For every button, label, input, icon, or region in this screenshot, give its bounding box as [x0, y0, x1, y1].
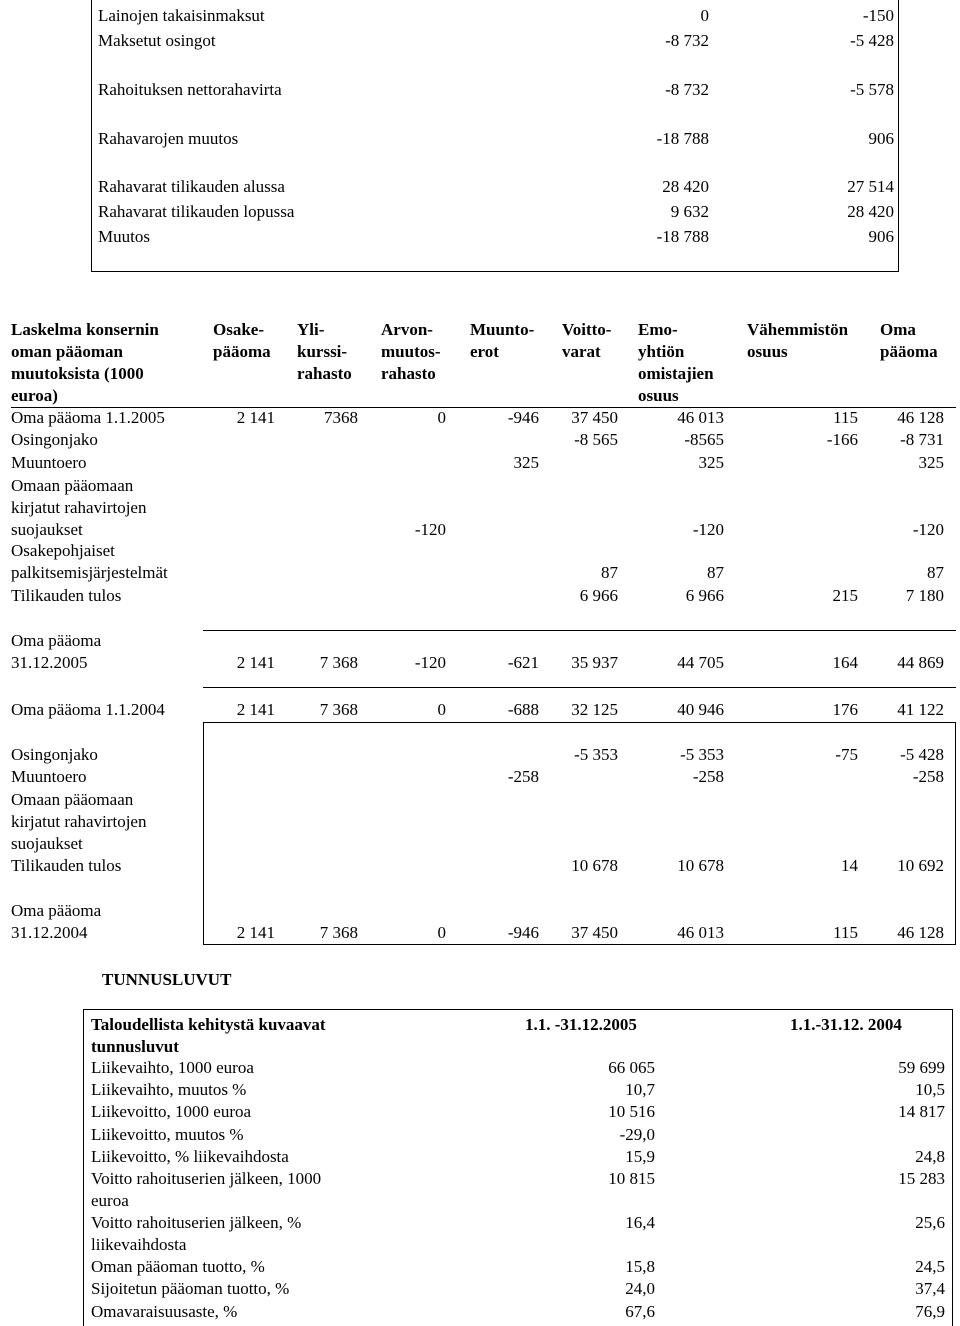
equity-value: -120 [414, 653, 446, 672]
equity-column-header: pääoma [213, 342, 271, 361]
key-figures-value-2005: 10 516 [608, 1102, 655, 1121]
key-figures-value-2005: 15,8 [625, 1257, 655, 1276]
equity-value: -5 353 [680, 745, 724, 764]
equity-value: 2 141 [236, 700, 275, 719]
tunnusluvut-title: TUNNUSLUVUT [102, 970, 232, 989]
equity-value: 32 125 [571, 700, 618, 719]
equity-value: 0 [437, 700, 446, 719]
cashflow-value-2005: -18 788 [656, 129, 709, 148]
key-figures-value-2004: 37,4 [915, 1279, 945, 1298]
key-figures-value-2004: 10,5 [915, 1080, 945, 1099]
key-figures-row-label: euroa [91, 1191, 129, 1210]
equity-value: 46 013 [677, 923, 724, 942]
cashflow-value-2004: -5 578 [850, 80, 894, 99]
equity-value: -946 [507, 923, 539, 942]
equity-value: 10 678 [571, 856, 618, 875]
cashflow-row-label: Rahavarojen muutos [98, 129, 239, 148]
cashflow-value-2004: 28 420 [847, 202, 894, 221]
equity-column-header: Yli- [297, 320, 325, 339]
equity-row-label: suojaukset [11, 834, 83, 853]
cashflow-row-label: Rahavarat tilikauden lopussa [98, 202, 295, 221]
key-figures-value-2005: 66 065 [608, 1058, 655, 1077]
equity-value: -688 [507, 700, 539, 719]
key-figures-value-2004: 15 283 [898, 1169, 945, 1188]
equity-row-label: 31.12.2005 [11, 653, 88, 672]
equity-value: 2 141 [236, 408, 275, 427]
key-figures-value-2005: 16,4 [625, 1213, 655, 1232]
equity-value: 215 [832, 586, 858, 605]
equity-value: 7 368 [319, 700, 358, 719]
equity-value: 0 [437, 923, 446, 942]
key-figures-value-2005: 67,6 [625, 1302, 655, 1321]
equity-row-label: Tilikauden tulos [11, 586, 122, 605]
equity-rule-2004-total [203, 944, 956, 945]
equity-row-label: suojaukset [11, 520, 83, 539]
key-figures-row-label: Liikevaihto, muutos % [91, 1080, 247, 1099]
equity-row-label: Oma pääoma [11, 631, 102, 650]
equity-value: 40 946 [677, 700, 724, 719]
key-figures-header-label: Taloudellista kehitystä kuvaavat [91, 1015, 326, 1034]
equity-value: 44 869 [897, 653, 944, 672]
equity-value: 37 450 [571, 923, 618, 942]
equity-value: -8 565 [574, 430, 618, 449]
equity-value: 37 450 [571, 408, 618, 427]
cashflow-value-2005: 9 632 [670, 202, 709, 221]
equity-rule-2005-total [203, 687, 956, 688]
equity-column-header: Voitto- [562, 320, 612, 339]
cashflow-value-2004: -150 [862, 6, 894, 25]
equity-row-label: Muuntoero [11, 453, 87, 472]
equity-header-label: euroa) [11, 386, 58, 405]
equity-row-label: Omaan pääomaan [11, 790, 134, 809]
equity-row-label: 31.12.2004 [11, 923, 88, 942]
equity-column-header: Vähemmistön [747, 320, 849, 339]
key-figures-value-2005: 10,7 [625, 1080, 655, 1099]
cashflow-value-2004: -5 428 [850, 31, 894, 50]
key-figures-header-label: tunnusluvut [91, 1037, 179, 1056]
equity-header-rule [11, 407, 956, 408]
equity-value: -75 [835, 745, 858, 764]
key-figures-row-label: Liikevaihto, 1000 euroa [91, 1058, 254, 1077]
key-figures-value-2005: 15,9 [625, 1147, 655, 1166]
cashflow-value-2005: -18 788 [656, 227, 709, 246]
equity-row-label: palkitsemisjärjestelmät [11, 563, 168, 582]
key-figures-row-label: Liikevoitto, % liikevaihdosta [91, 1147, 289, 1166]
equity-value: -120 [912, 520, 944, 539]
equity-column-header: muutos- [381, 342, 441, 361]
equity-column-header: varat [562, 342, 601, 361]
key-figures-row-label: Omavaraisuusaste, % [91, 1302, 238, 1321]
cashflow-row-label: Rahoituksen nettorahavirta [98, 80, 282, 99]
equity-value: -5 428 [900, 745, 944, 764]
equity-value: -120 [692, 520, 724, 539]
equity-right-rule-2004 [955, 722, 956, 944]
equity-column-header: Osake- [213, 320, 264, 339]
key-figures-value-2004: 59 699 [898, 1058, 945, 1077]
equity-row-label: Oma pääoma [11, 901, 102, 920]
key-figures-header-2005: 1.1. -31.12.2005 [525, 1015, 637, 1034]
equity-value: 7 368 [319, 923, 358, 942]
equity-column-header: Oma [880, 320, 916, 339]
equity-row-label: Osingonjako [11, 430, 98, 449]
key-figures-value-2004: 76,9 [915, 1302, 945, 1321]
equity-header-label: muutoksista (1000 [11, 364, 144, 383]
equity-value: 35 937 [571, 653, 618, 672]
equity-value: -258 [692, 767, 724, 786]
equity-value: 7 368 [319, 653, 358, 672]
equity-value: 7368 [324, 408, 358, 427]
equity-value: 14 [841, 856, 858, 875]
key-figures-row-label: Voitto rahoituserien jälkeen, 1000 [91, 1169, 322, 1188]
cashflow-row-label: Lainojen takaisinmaksut [98, 6, 265, 25]
key-figures-header-2004: 1.1.-31.12. 2004 [790, 1015, 902, 1034]
key-figures-value-2005: -29,0 [619, 1125, 655, 1144]
key-figures-value-2005: 24,0 [625, 1279, 655, 1298]
cashflow-value-2005: -8 732 [665, 31, 709, 50]
equity-value: 10 678 [677, 856, 724, 875]
equity-column-header: kurssi- [297, 342, 348, 361]
equity-column-header: Emo- [638, 320, 678, 339]
equity-value: -8565 [684, 430, 724, 449]
equity-value: -621 [507, 653, 539, 672]
equity-row-label: Tilikauden tulos [11, 856, 122, 875]
cashflow-value-2005: -8 732 [665, 80, 709, 99]
equity-value: 325 [918, 453, 944, 472]
key-figures-row-label: liikevaihdosta [91, 1235, 187, 1254]
equity-value: -946 [507, 408, 539, 427]
key-figures-value-2004: 24,5 [915, 1257, 945, 1276]
equity-value: 41 122 [897, 700, 944, 719]
equity-column-header: Muunto- [470, 320, 535, 339]
equity-value: 44 705 [677, 653, 724, 672]
equity-value: 6 966 [579, 586, 618, 605]
key-figures-value-2004: 24,8 [915, 1147, 945, 1166]
equity-value: 6 966 [685, 586, 724, 605]
equity-column-header: yhtiön [638, 342, 685, 361]
equity-row-label: kirjatut rahavirtojen [11, 812, 147, 831]
cashflow-row-label: Rahavarat tilikauden alussa [98, 177, 285, 196]
equity-value: 2 141 [236, 923, 275, 942]
equity-value: -258 [912, 767, 944, 786]
equity-column-header: pääoma [880, 342, 938, 361]
key-figures-value-2004: 14 817 [898, 1102, 945, 1121]
equity-value: 176 [832, 700, 858, 719]
cashflow-value-2004: 27 514 [847, 177, 894, 196]
cashflow-value-2004: 906 [868, 227, 894, 246]
equity-column-header: osuus [747, 342, 788, 361]
equity-rule-2005-close [203, 630, 956, 631]
equity-value: 87 [927, 563, 944, 582]
equity-row-label: Osakepohjaiset [11, 541, 115, 560]
equity-value: 7 180 [905, 586, 944, 605]
cashflow-row-label: Maksetut osingot [98, 31, 216, 50]
key-figures-row-label: Liikevoitto, 1000 euroa [91, 1102, 252, 1121]
equity-value: 164 [832, 653, 858, 672]
equity-left-rule-2004 [203, 722, 204, 944]
cashflow-value-2005: 28 420 [662, 177, 709, 196]
equity-value: 115 [833, 923, 858, 942]
cashflow-value-2004: 906 [868, 129, 894, 148]
equity-column-header: Arvon- [381, 320, 433, 339]
equity-value: -258 [507, 767, 539, 786]
equity-value: 0 [437, 408, 446, 427]
key-figures-value-2004: 25,6 [915, 1213, 945, 1232]
equity-value: -5 353 [574, 745, 618, 764]
equity-column-header: erot [470, 342, 499, 361]
equity-row-label: Oma pääoma 1.1.2005 [11, 408, 165, 427]
equity-column-header: omistajien [638, 364, 714, 383]
equity-value: 46 128 [897, 408, 944, 427]
equity-value: 115 [833, 408, 858, 427]
equity-value: 87 [707, 563, 724, 582]
equity-header-label: Laskelma konsernin [11, 320, 159, 339]
key-figures-row-label: Oman pääoman tuotto, % [91, 1257, 265, 1276]
equity-value: -166 [826, 430, 858, 449]
equity-value: 46 013 [677, 408, 724, 427]
cashflow-value-2005: 0 [700, 6, 709, 25]
equity-row-label: Oma pääoma 1.1.2004 [11, 700, 165, 719]
equity-value: 325 [513, 453, 539, 472]
equity-value: 87 [601, 563, 618, 582]
equity-row-label: kirjatut rahavirtojen [11, 498, 147, 517]
equity-header-label: oman pääoman [11, 342, 123, 361]
equity-row-label: Muuntoero [11, 767, 87, 786]
equity-column-header: osuus [638, 386, 679, 405]
equity-rule-2004-open [203, 722, 956, 723]
key-figures-value-2005: 10 815 [608, 1169, 655, 1188]
equity-value: -120 [414, 520, 446, 539]
key-figures-row-label: Voitto rahoituserien jälkeen, % [91, 1213, 302, 1232]
equity-value: 46 128 [897, 923, 944, 942]
equity-row-label: Omaan pääomaan [11, 476, 134, 495]
key-figures-row-label: Liikevoitto, muutos % [91, 1125, 244, 1144]
equity-column-header: rahasto [381, 364, 436, 383]
equity-value: 10 692 [897, 856, 944, 875]
equity-value: 2 141 [236, 653, 275, 672]
cashflow-row-label: Muutos [98, 227, 150, 246]
key-figures-row-label: Sijoitetun pääoman tuotto, % [91, 1279, 290, 1298]
equity-column-header: rahasto [297, 364, 352, 383]
equity-row-label: Osingonjako [11, 745, 98, 764]
equity-value: 325 [698, 453, 724, 472]
equity-value: -8 731 [900, 430, 944, 449]
